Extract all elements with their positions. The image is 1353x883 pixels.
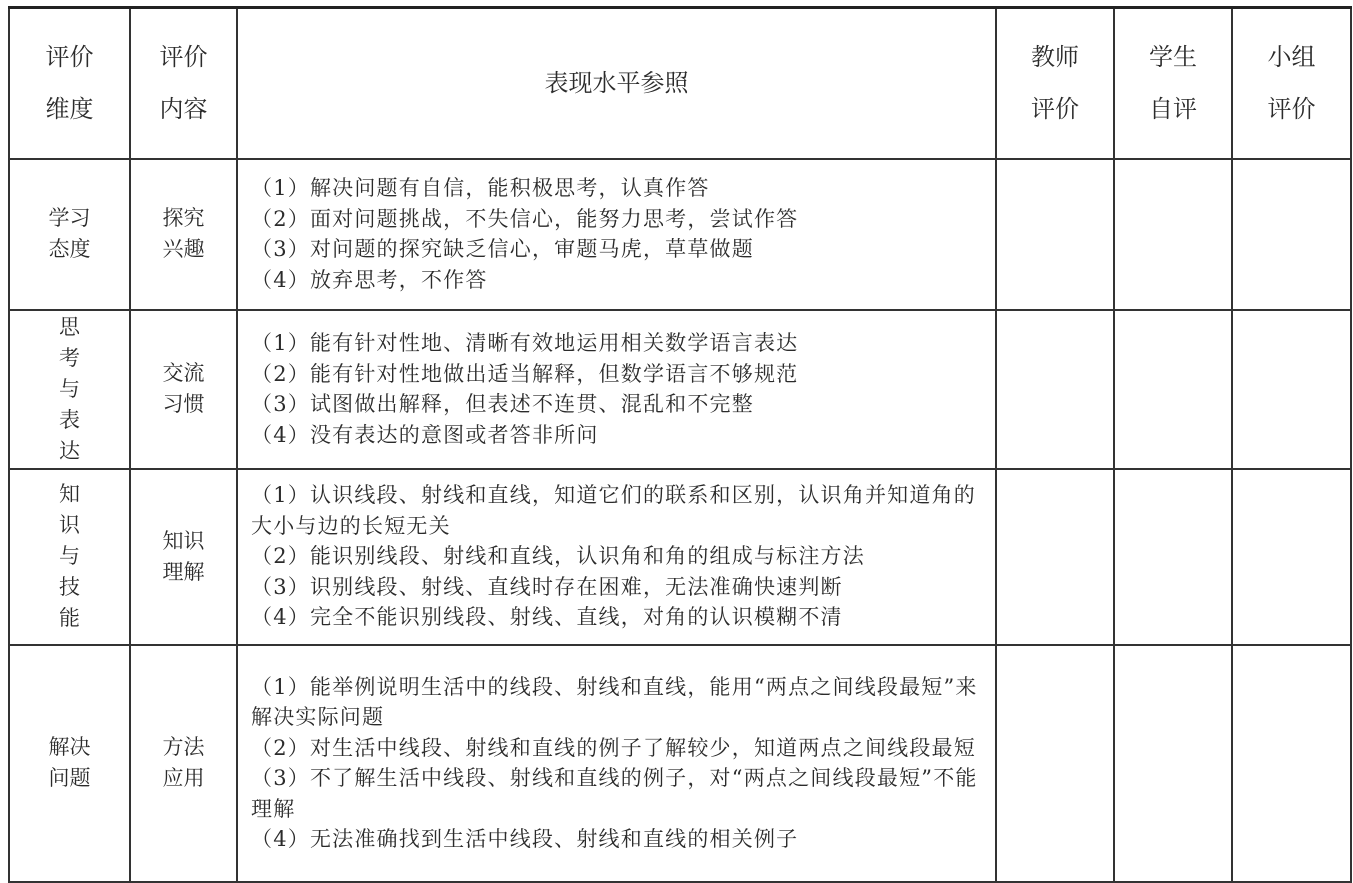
level-item: （2）能识别线段、射线和直线，认识角和角的组成与标注方法 bbox=[251, 544, 865, 569]
header-student-self-evaluation: 学生自评 bbox=[1114, 8, 1232, 159]
level-description-cell bbox=[237, 159, 996, 310]
level-description-cell bbox=[237, 645, 996, 882]
table-row bbox=[9, 645, 1351, 882]
student-self-evaluation-cell[interactable] bbox=[1114, 469, 1232, 645]
level-item: （1）能举例说明生活中的线段、射线和直线，能用“两点之间线段最短”来解决实际问题 bbox=[251, 674, 978, 729]
level-item: （4）没有表达的意图或者答非所问 bbox=[251, 422, 599, 447]
level-item: （4）放弃思考，不作答 bbox=[251, 267, 488, 292]
content-cell: 方法应用 bbox=[130, 645, 237, 882]
level-item: （2）对生活中线段、射线和直线的例子了解较少，知道两点之间线段最短 bbox=[251, 735, 976, 760]
level-item: （4）无法准确找到生活中线段、射线和直线的相关例子 bbox=[251, 827, 799, 851]
level-item: （4）完全不能识别线段、射线、直线，对角的认识模糊不清 bbox=[251, 605, 843, 630]
level-description-cell bbox=[237, 310, 996, 469]
level-item: （1）认识线段、射线和直线，知道它们的联系和区别，认识角并知道角的大小与边的长短无关 bbox=[251, 483, 976, 538]
level-item: （3）对问题的探究缺乏信心，审题马虎，草草做题 bbox=[251, 237, 754, 261]
header-group-evaluation: 小组评价 bbox=[1232, 8, 1351, 159]
student-self-evaluation-cell[interactable] bbox=[1114, 645, 1232, 882]
dimension-cell: 解决问题 bbox=[9, 645, 130, 882]
group-evaluation-cell[interactable] bbox=[1232, 469, 1351, 645]
header-reference: 表现水平参照 bbox=[237, 8, 996, 159]
header-row bbox=[9, 8, 1351, 159]
content-cell: 探究兴趣 bbox=[130, 159, 237, 310]
table-row bbox=[9, 159, 1351, 310]
teacher-evaluation-cell[interactable] bbox=[996, 469, 1114, 645]
level-item: （2）能有针对性地做出适当解释，但数学语言不够规范 bbox=[251, 361, 799, 386]
header-teacher-evaluation: 教师评价 bbox=[996, 8, 1114, 159]
group-evaluation-cell[interactable] bbox=[1232, 645, 1351, 882]
dimension-cell: 思考与表达 bbox=[9, 310, 130, 469]
content-cell: 知识理解 bbox=[130, 469, 237, 645]
teacher-evaluation-cell[interactable] bbox=[996, 310, 1114, 469]
evaluation-rubric-table bbox=[8, 6, 1352, 883]
student-self-evaluation-cell[interactable] bbox=[1114, 159, 1232, 310]
content-cell: 交流习惯 bbox=[130, 310, 237, 469]
table-row bbox=[9, 310, 1351, 469]
level-item: （3）试图做出解释，但表述不连贯、混乱和不完整 bbox=[251, 392, 754, 416]
teacher-evaluation-cell[interactable] bbox=[996, 645, 1114, 882]
dimension-cell: 知识与技能 bbox=[9, 469, 130, 645]
level-description-cell bbox=[237, 469, 996, 645]
level-item: （1）能有针对性地、清晰有效地运用相关数学语言表达 bbox=[251, 331, 799, 355]
dimension-cell: 学习态度 bbox=[9, 159, 130, 310]
group-evaluation-cell[interactable] bbox=[1232, 310, 1351, 469]
group-evaluation-cell[interactable] bbox=[1232, 159, 1351, 310]
header-content: 评价内容 bbox=[130, 8, 237, 159]
teacher-evaluation-cell[interactable] bbox=[996, 159, 1114, 310]
level-item: （1）解决问题有自信，能积极思考，认真作答 bbox=[251, 176, 710, 200]
level-item: （3）识别线段、射线、直线时存在困难，无法准确快速判断 bbox=[251, 574, 843, 599]
level-item: （2）面对问题挑战，不失信心，能努力思考，尝试作答 bbox=[251, 206, 799, 231]
table-row bbox=[9, 469, 1351, 645]
header-dimension: 评价维度 bbox=[9, 8, 130, 159]
level-item: （3）不了解生活中线段、射线和直线的例子，对“两点之间线段最短”不能理解 bbox=[251, 766, 978, 821]
student-self-evaluation-cell[interactable] bbox=[1114, 310, 1232, 469]
